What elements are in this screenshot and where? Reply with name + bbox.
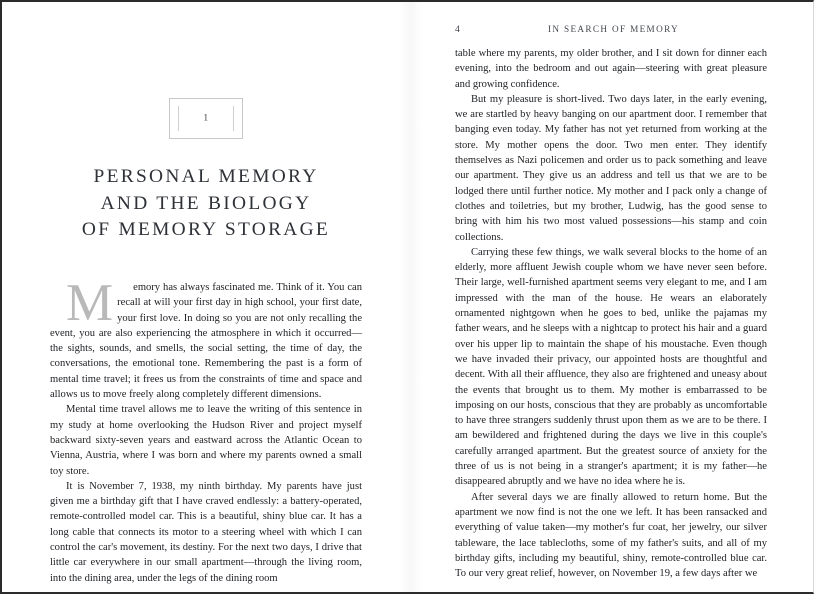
running-head-title: IN SEARCH OF MEMORY [547, 24, 680, 34]
drop-cap: M [66, 274, 114, 332]
body-paragraph: But my pleasure is short-lived. Two days later, in the early evening, we are startled by heavy banging on our apartment door. I remember that banging even today. My father has not yet returned from working at the store. My mother opens the door. Two men enter. They identify themselves as Nazi policemen and order us to pack something and leave our apartment. They give us an address and tell us that we are to be lodged there until further notice. My mother and I pack only a change of clothes and toiletries, but my brother, Ludwig, has the good sense to bring with him his two most valued possessions—his stamp and coin collections. [455, 93, 767, 243]
chapter-title-line-3: OF MEMORY STORAGE [81, 219, 331, 240]
chapter-title-line-1: PERSONAL MEMORY [93, 166, 319, 187]
chapter-number-box [169, 98, 243, 139]
body-paragraph: It is November 7, 1938, my ninth birthday. My parents have just given me a birthday gift that I have craved endlessly: a battery-operated, remote-controlled model car. This is a beautiful, shiny blue car. It has a long cable that connects its motor to a steering wheel with which I can control the car's movement, its destiny. For the next two days, I drive that little car everywhere in our small apartment—through the living room, into the dining area, under the legs of the dining room [50, 480, 362, 584]
body-paragraph: Mental time travel allows me to leave the writing of this sentence in my study at home overlooking the Hudson River and project myself backward sixty-seven years and eastward across the Atlantic Ocean to Vienna, Austria, where I was born and where my parents owned a small toy store. [50, 404, 362, 477]
body-paragraph: Carrying these few things, we walk several blocks to the home of an elderly, more affluent Jewish couple whom we have never seen before. Their large, well-furnished apartment seems very elegant to me, and I am impressed with the man of the house. He wears an elaborately ornamented nightgown when he goes to bed, unlike the pajamas my father wears, and he sleeps with a nightcap to protect his hair and a guard over his upper lip to maintain the shape of his moustache. Even though we have invaded their privacy, our appointed hosts are thoughtful and decent. With all their affluence, they also are frightened and uneasy about the events that brought us to them. My mother is embarrassed to be imposing on our hosts, conscious that they are probably as uncomfortable to have three strangers suddenly thrust upon them as we are to be there. I am bewildered and frightened during the days we live in this couple's carefully arranged apartment. But the greatest source of anxiety for the three of us is not being in a stranger's apartment; it is my father—he disappeared abruptly and we have no idea where he is. [455, 246, 767, 488]
chapter-opener [50, 98, 362, 244]
body-paragraph: table where my parents, my older brother, and I sit down for dinner each evening, into the bedroom and out again—steering with great pleasure and growing confidence. [455, 48, 767, 90]
page-number: 4 [455, 24, 460, 35]
body-paragraph [50, 274, 362, 402]
body-paragraph-text: emory has always fascinated me. Think of it. You can recall at will your first day in high school, your first date, your first love. In doing so you are not only recalling the event, you are also experiencing the atmosphere in which it occurred—the sights, sounds, and smells, the social setting, the time of day, the conversations, the emotional tone. Remembering the past is a form of mental time travel; it frees us from the constraints of time and space and allows us to move freely along completely different dimensions. [50, 282, 362, 401]
right-page [409, 2, 814, 594]
left-page [4, 2, 409, 594]
right-page-textblock [455, 46, 767, 581]
chapter-title-line-2: AND THE BIOLOGY [100, 192, 312, 214]
chapter-number: 1 [203, 112, 209, 123]
chapter-title [50, 164, 362, 244]
body-paragraph: After several days we are finally allowed to return home. But the apartment we now find is not the one we left. It has been ransacked and everything of value taken—my mother's fur coat, her jewelry, our silver tableware, the lace tablecloths, some of my father's suits, and all of my birthday gifts, including my beautiful, shiny, remote-controlled blue car. To our very great relief, however, on November 19, a few days after we [455, 491, 767, 580]
left-page-textblock [50, 274, 362, 586]
running-head [455, 24, 772, 38]
